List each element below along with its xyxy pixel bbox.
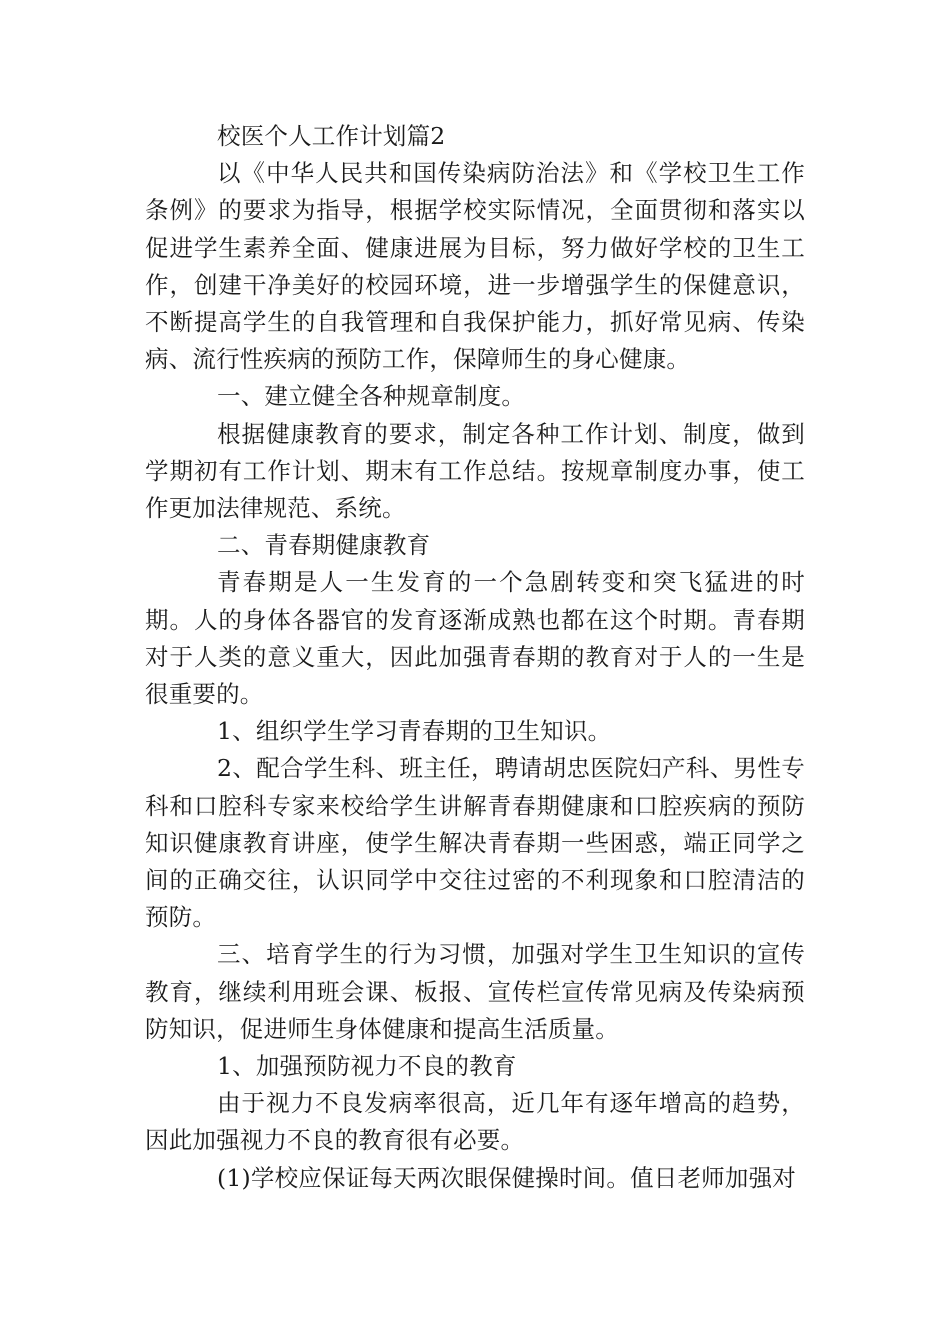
heading-section-2: 二、青春期健康教育 [217,531,431,560]
document-title: 校医个人工作计划篇2 [217,122,446,150]
list-item-3-1-1: (1)学校应保证每天两次眼保健操时间。值日老师加强对 [217,1163,796,1192]
paragraph-section-3-1: 由于视力不良发病率很高，近几年有逐年增高的趋势，因此加强视力不良的教育很有必要。 [145,1089,805,1155]
paragraph-intro: 以《中华人民共和国传染病防治法》和《学校卫生工作条例》的要求为指导，根据学校实际情况，全面贯彻和落实以促进学生素养全面、健康进展为目标，努力做好学校的卫生工作，创建干净美好的校园环境，进一步增强学生的保健意识，不断提高学生的自我管理和自我保护能力，抓好常见病、传染病、流行性疾病的预防工作，保障师生的身心健康。 [145,159,805,374]
list-item-2-1: 1、组织学生学习青春期的卫生知识。 [217,717,612,746]
heading-section-3: 三、培育学生的行为习惯，加强对学生卫生知识的宣传教育，继续利用班会课、板报、宣传栏宣传常见病及传染病预防知识，促进师生身体健康和提高生活质量。 [145,940,805,1043]
paragraph-section-1: 根据健康教育的要求，制定各种工作计划、制度，做到学期初有工作计划、期末有工作总结。按规章制度办事，使工作更加法律规范、系统。 [145,419,805,523]
heading-section-1: 一、建立健全各种规章制度。 [217,382,526,411]
list-item-3-1: 1、加强预防视力不良的教育 [217,1052,517,1081]
paragraph-section-2: 青春期是人一生发育的一个急剧转变和突飞猛进的时期。人的身体各器官的发育逐渐成熟也都在这个时期。青春期对于人类的意义重大，因此加强青春期的教育对于人的一生是很重要的。 [145,568,805,709]
list-item-2-2: 2、配合学生科、班主任，聘请胡忠医院妇产科、男性专科和口腔科专家来校给学生讲解青春期健康和口腔疾病的预防知识健康教育讲座，使学生解决青春期一些困惑，端正同学之间的正确交往，认识同学中交往过密的不利现象和口腔清洁的预防。 [145,754,805,932]
document-page [145,118,805,1197]
